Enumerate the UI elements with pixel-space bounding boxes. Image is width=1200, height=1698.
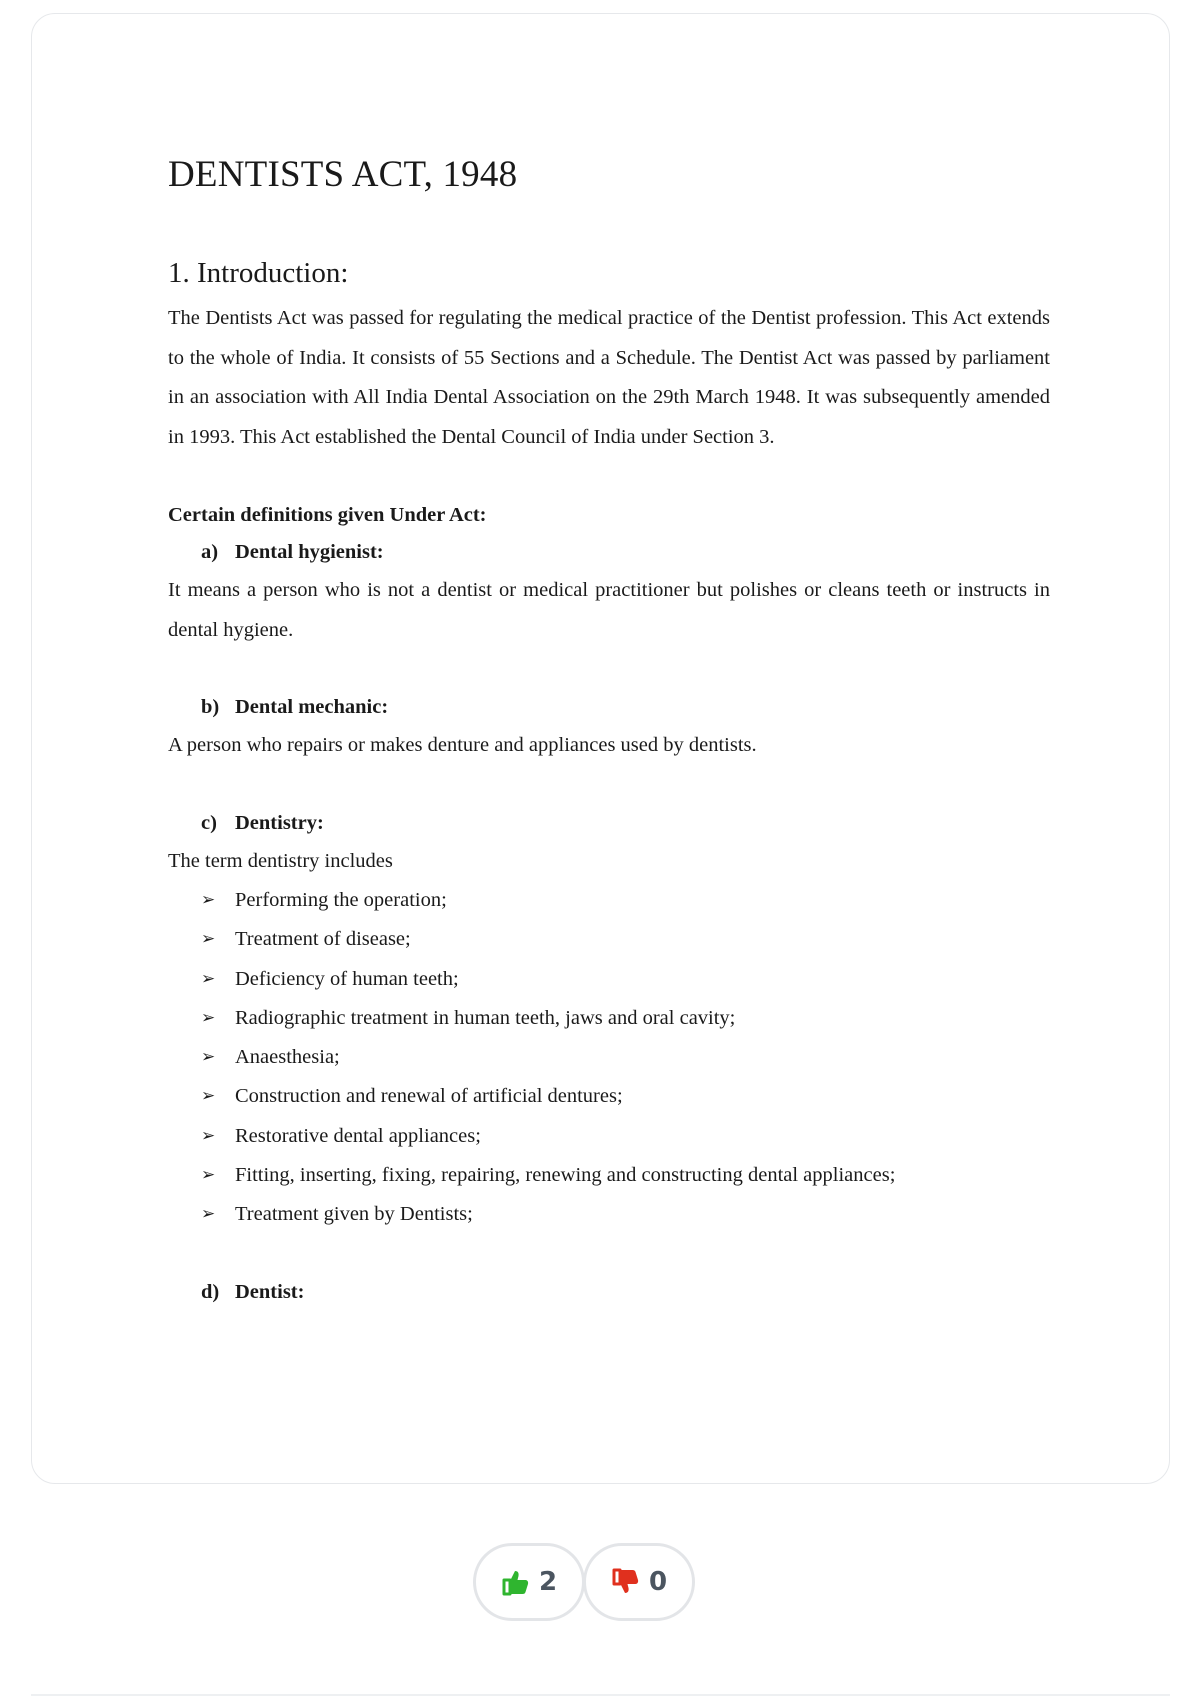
definition-term: Dentist: <box>235 1280 305 1303</box>
thumbs-up-icon <box>501 1568 531 1596</box>
definition-text-dental-mechanic: A person who repairs or makes denture and appliances used by dentists. <box>168 734 757 756</box>
arrow-bullet-icon: ➢ <box>201 1047 216 1068</box>
thumbs-down-icon <box>611 1568 641 1596</box>
definition-heading-dental-hygienist <box>168 533 1050 571</box>
list-item: ➢ Fitting, inserting, fixing, repairing, renewing and constructing dental appliances; <box>168 1156 1050 1195</box>
downvote-count: 0 <box>648 1567 668 1597</box>
definition-marker: b) <box>201 696 220 718</box>
document-title: DENTISTS ACT, 1948 <box>168 154 518 195</box>
definition-text-dentistry: The term dentistry includes <box>168 849 393 872</box>
definitions-heading: Certain definitions given Under Act: <box>168 504 487 526</box>
definition-marker: d) <box>201 1280 220 1303</box>
list-item: ➢ Treatment given by Dentists; <box>168 1195 1050 1234</box>
definition-term: Dental mechanic: <box>235 696 389 718</box>
divider <box>31 1694 1170 1696</box>
list-item: ➢ Anaesthesia; <box>168 1038 1050 1077</box>
definition-marker: c) <box>201 811 217 834</box>
arrow-bullet-icon: ➢ <box>201 1204 216 1225</box>
document-content <box>168 145 1050 1311</box>
list-item: ➢ Construction and renewal of artificial dentures; <box>168 1077 1050 1116</box>
definition-term: Dental hygienist: <box>235 541 384 563</box>
upvote-button[interactable] <box>473 1543 585 1621</box>
arrow-bullet-icon: ➢ <box>201 1086 216 1107</box>
list-item: ➢ Radiographic treatment in human teeth, jaws and oral cavity; <box>168 999 1050 1038</box>
list-item: ➢ Performing the operation; <box>168 881 1050 920</box>
list-item: ➢ Treatment of disease; <box>168 920 1050 959</box>
definition-heading-dental-mechanic <box>168 688 1050 726</box>
intro-paragraph: The Dentists Act was passed for regulating the medical practice of the Dentist profession. This Act extends to the whole of India. It consists of 55 Sections and a Schedule. The Dentist Act was passed by parliament in an association with All India Dental Association on the 29th March 1948. It was subsequently amended in 1993. This Act established the Dental Council of India under Section 3. <box>168 307 1050 448</box>
arrow-bullet-icon: ➢ <box>201 1125 216 1146</box>
list-item: ➢ Deficiency of human teeth; <box>168 960 1050 999</box>
definition-heading-dentist <box>168 1273 1050 1311</box>
definition-marker: a) <box>201 541 219 563</box>
definition-text-dental-hygienist: It means a person who is not a dentist or medical practitioner but polishes or cleans teeth or instructs in dental hygiene. <box>168 579 1050 641</box>
arrow-bullet-icon: ➢ <box>201 929 216 950</box>
downvote-button[interactable] <box>583 1543 695 1621</box>
arrow-bullet-icon: ➢ <box>201 890 216 910</box>
list-item: ➢ Restorative dental appliances; <box>168 1117 1050 1156</box>
definition-heading-dentistry <box>168 804 1050 842</box>
vote-bar <box>473 1543 703 1623</box>
section-heading-introduction: 1. Introduction: <box>168 257 349 289</box>
arrow-bullet-icon: ➢ <box>201 1007 216 1028</box>
arrow-bullet-icon: ➢ <box>201 1165 216 1186</box>
dentistry-list <box>168 881 1050 1235</box>
upvote-count: 2 <box>538 1567 558 1597</box>
definition-term: Dentistry: <box>235 811 324 834</box>
arrow-bullet-icon: ➢ <box>201 968 216 989</box>
